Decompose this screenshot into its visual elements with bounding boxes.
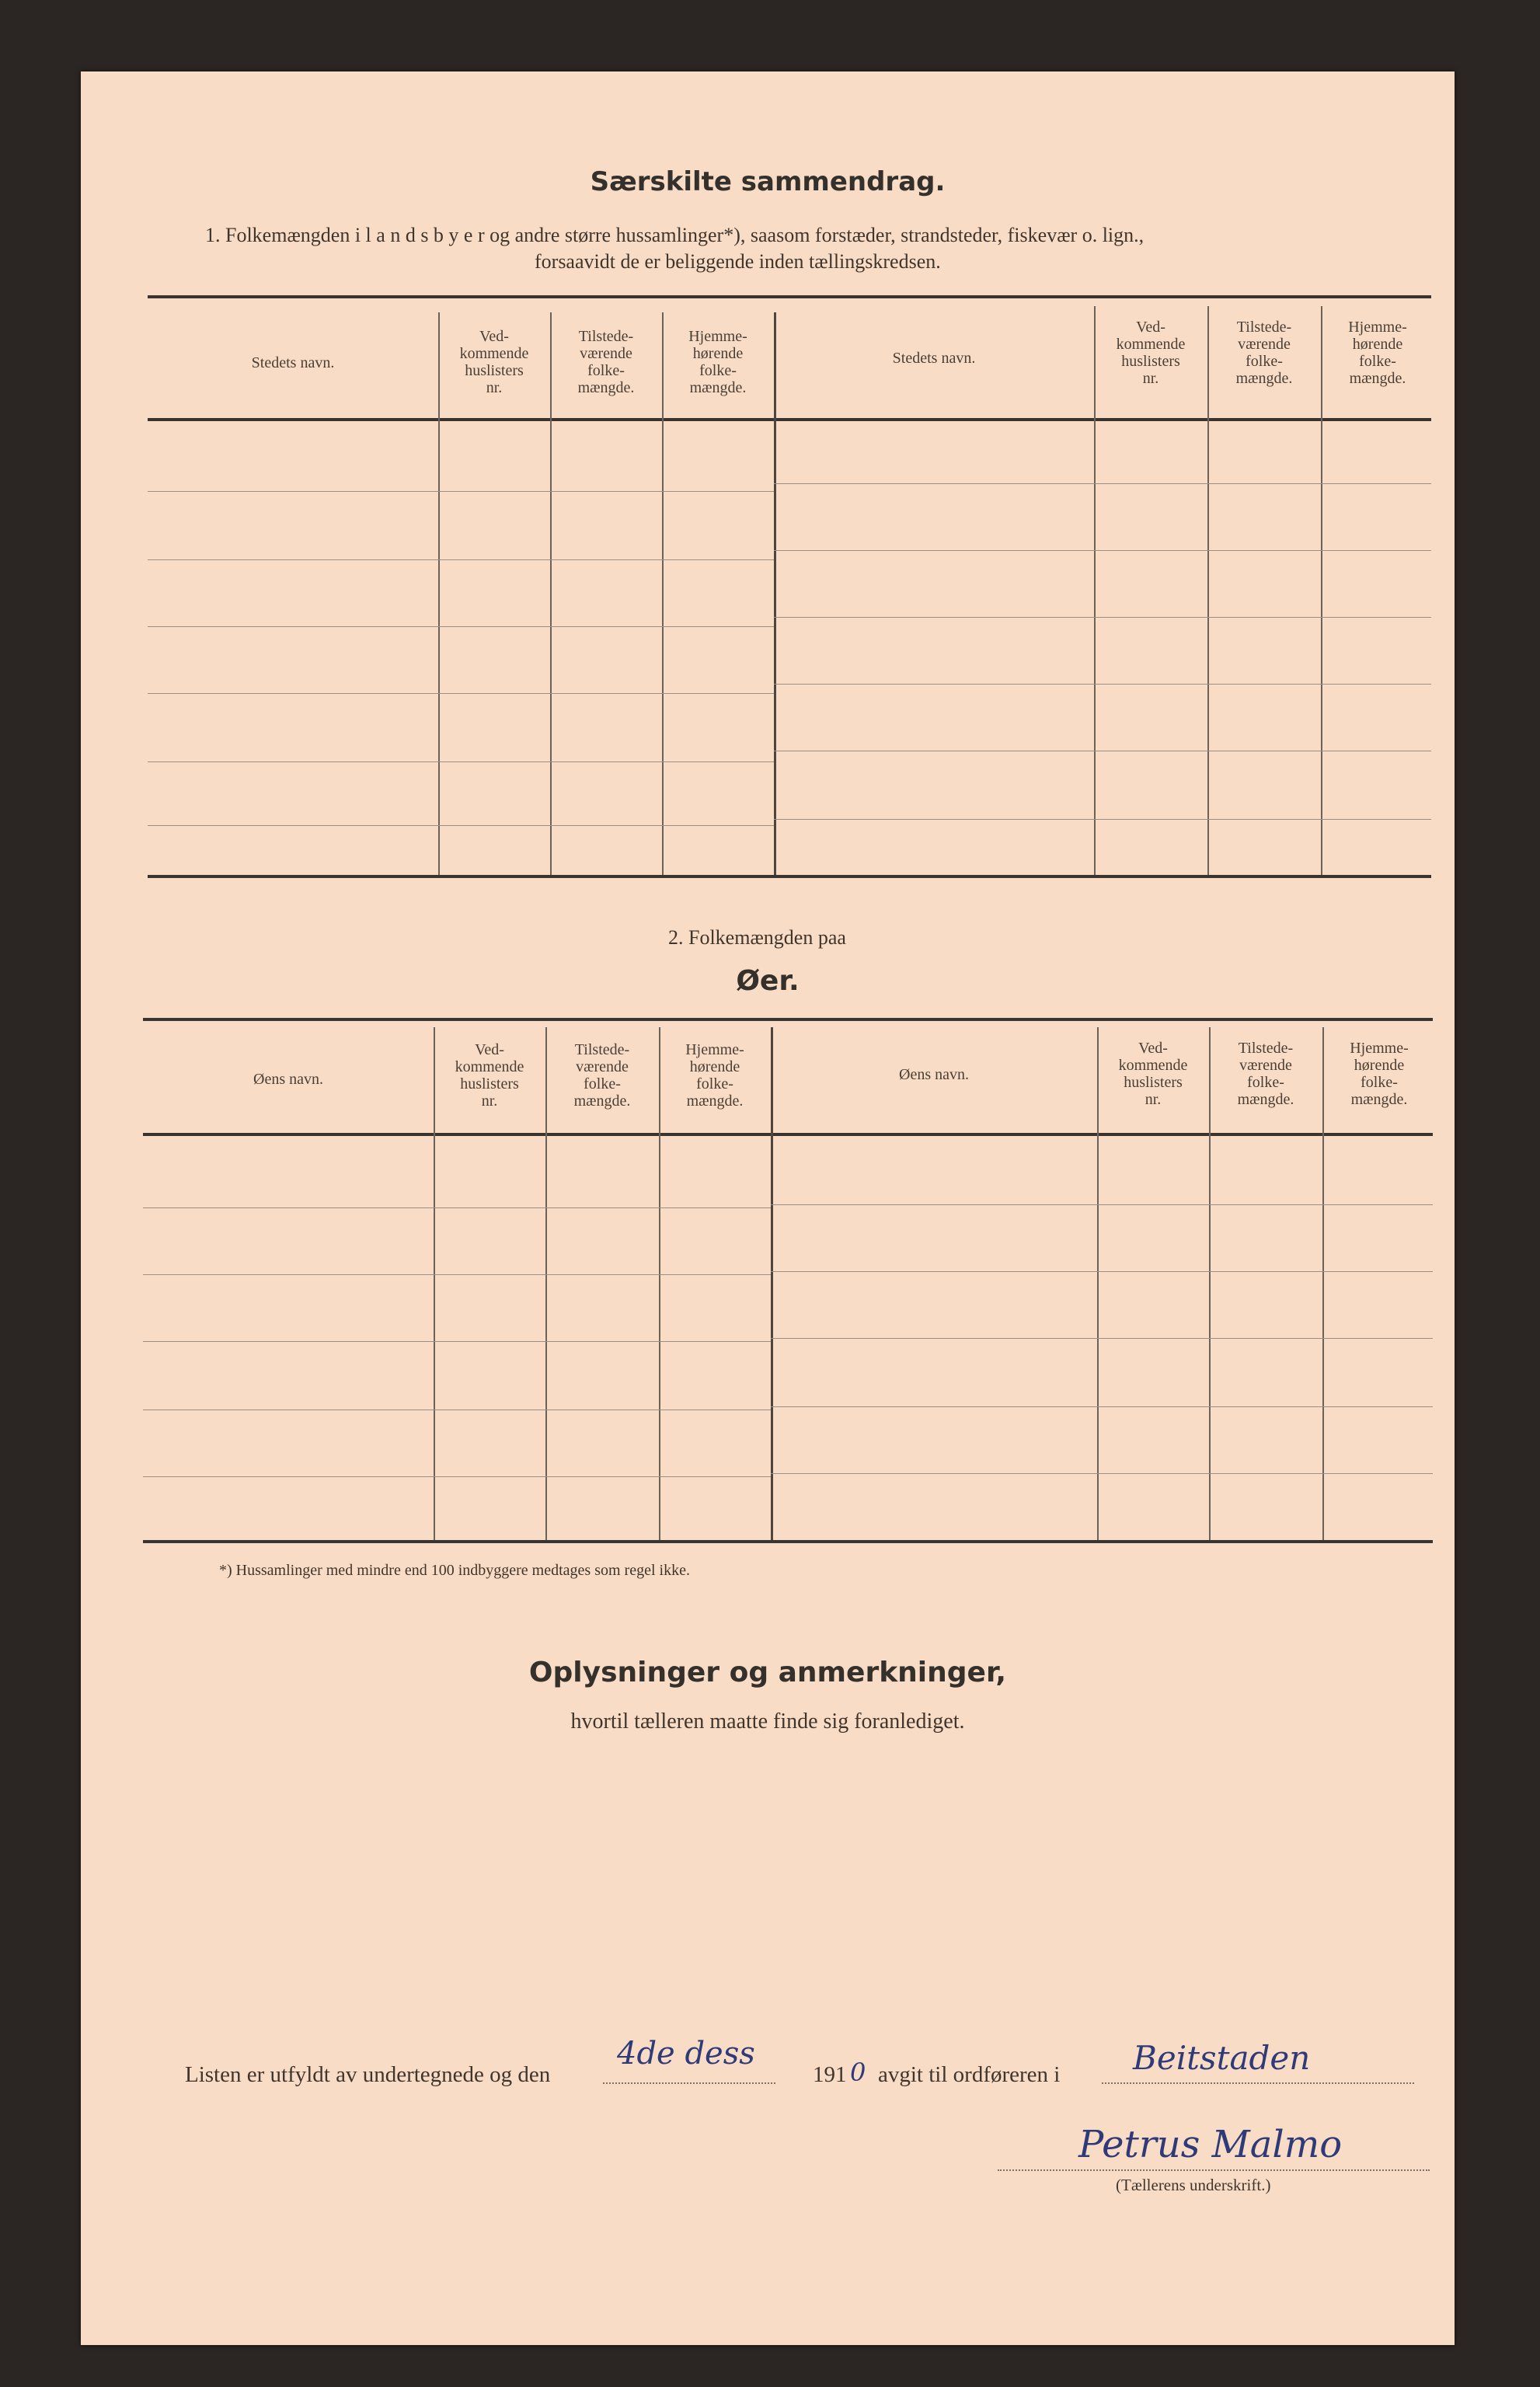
header-line: Tilstede- bbox=[1238, 1040, 1294, 1057]
table1-row-rule bbox=[774, 684, 1431, 685]
table1-header-resident-pop bbox=[662, 328, 774, 396]
section2-title: Øer. bbox=[736, 965, 800, 997]
header-line: mængde. bbox=[1237, 1091, 1294, 1108]
table2-header-list-number bbox=[1097, 1040, 1209, 1108]
table2-row-rule bbox=[143, 1207, 771, 1208]
table2-header-island-name: Øens navn. bbox=[253, 1071, 323, 1088]
table2-header-rule bbox=[143, 1133, 1433, 1136]
header-line: Hjemme- bbox=[1350, 1040, 1409, 1057]
header-line: nr. bbox=[1142, 370, 1159, 387]
table2-header-list-number bbox=[434, 1041, 545, 1110]
table1-row-rule bbox=[148, 825, 774, 826]
signer-fill-line bbox=[998, 2169, 1430, 2171]
signature-caption: (Tællerens underskrift.) bbox=[1116, 2176, 1271, 2194]
census-form-page bbox=[81, 71, 1455, 2345]
table1-header-resident-pop bbox=[1321, 319, 1434, 387]
table2-row-rule bbox=[143, 1274, 771, 1275]
header-line: mængde. bbox=[686, 1092, 744, 1110]
table2-row-rule bbox=[771, 1204, 1433, 1205]
table2-header-island-name: Øens navn. bbox=[899, 1066, 969, 1083]
header-line: Hjemme- bbox=[1348, 319, 1407, 336]
table1-bottom-rule bbox=[148, 875, 1431, 878]
header-line: mængde. bbox=[1350, 1091, 1408, 1108]
header-line: Ved- bbox=[1138, 1040, 1168, 1057]
date-fill-line bbox=[603, 2082, 775, 2084]
header-line: Ved- bbox=[479, 328, 509, 345]
header-line: folke- bbox=[696, 1075, 733, 1092]
table1-center-divider bbox=[774, 312, 776, 875]
header-line: værende bbox=[576, 1058, 629, 1075]
header-line: værende bbox=[1239, 1057, 1292, 1074]
header-line: Tilstede- bbox=[578, 328, 634, 345]
remarks-subtitle: hvortil tælleren maatte finde sig foranlediget. bbox=[570, 1709, 965, 1734]
table1-header-present-pop bbox=[1207, 319, 1321, 387]
table1-header-place-name: Stedets navn. bbox=[251, 354, 335, 371]
year-prefix: 191 bbox=[813, 2062, 847, 2087]
table2-row-rule bbox=[143, 1476, 771, 1477]
table1-row-rule bbox=[774, 819, 1431, 820]
table1-row-rule bbox=[148, 761, 774, 762]
header-line: mængde. bbox=[1349, 370, 1406, 387]
table1-row-rule bbox=[148, 626, 774, 627]
header-line: hørende bbox=[1354, 1057, 1405, 1074]
signature-text-part1: Listen er utfyldt av undertegnede og den bbox=[185, 2062, 551, 2087]
header-line: huslisters bbox=[460, 1075, 519, 1092]
handwritten-year-digit: 0 bbox=[850, 2058, 866, 2087]
table1-top-rule bbox=[148, 295, 1431, 298]
table1-row-rule bbox=[148, 491, 774, 492]
table2-header-present-pop bbox=[545, 1041, 659, 1110]
header-line: folke- bbox=[1361, 1074, 1398, 1091]
table1-row-rule bbox=[148, 693, 774, 694]
header-line: mængde. bbox=[1235, 370, 1293, 387]
table1-header-list-number bbox=[438, 328, 550, 396]
header-line: nr. bbox=[1145, 1091, 1162, 1108]
table1-row-rule bbox=[774, 483, 1431, 484]
header-line: Tilstede- bbox=[1236, 319, 1292, 336]
table2-header-resident-pop bbox=[1322, 1040, 1436, 1108]
header-line: nr. bbox=[486, 379, 503, 396]
header-line: værende bbox=[1238, 336, 1291, 353]
table1-col-divider bbox=[1207, 306, 1209, 875]
header-line: mængde. bbox=[689, 379, 747, 396]
table2-header-present-pop bbox=[1209, 1040, 1322, 1108]
table1-row-rule bbox=[148, 559, 774, 560]
page-heading: Særskilte sammendrag. bbox=[590, 166, 946, 197]
header-line: hørende bbox=[689, 1058, 740, 1075]
table2-row-rule bbox=[143, 1341, 771, 1342]
header-line: folke- bbox=[1359, 353, 1396, 370]
table1-col-divider bbox=[438, 312, 440, 875]
header-line: Tilstede- bbox=[574, 1041, 630, 1058]
signature-text-part2: avgit til ordføreren i bbox=[878, 2062, 1061, 2087]
header-line: kommende bbox=[1118, 1057, 1188, 1074]
header-line: folke- bbox=[1246, 353, 1283, 370]
table1-row-rule bbox=[774, 550, 1431, 551]
header-line: hørende bbox=[1352, 336, 1403, 353]
header-line: hørende bbox=[692, 345, 744, 362]
table1-row-rule bbox=[774, 617, 1431, 618]
header-line: Hjemme- bbox=[688, 328, 747, 345]
table1-col-divider bbox=[550, 312, 552, 875]
header-line: Ved- bbox=[475, 1041, 504, 1058]
table1-header-rule bbox=[148, 418, 1431, 421]
header-line: kommende bbox=[1116, 336, 1186, 353]
handwritten-date: 4de dess bbox=[617, 2036, 755, 2072]
table1-col-divider bbox=[662, 312, 664, 875]
table1-header-place-name: Stedets navn. bbox=[892, 350, 976, 367]
header-line: folke- bbox=[584, 1075, 621, 1092]
table2-row-rule bbox=[771, 1271, 1433, 1272]
header-line: Ved- bbox=[1136, 319, 1165, 336]
table2-header-resident-pop bbox=[659, 1041, 771, 1110]
remarks-title: Oplysninger og anmerkninger, bbox=[528, 1657, 1007, 1688]
table2-row-rule bbox=[771, 1406, 1433, 1407]
header-line: folke- bbox=[587, 362, 625, 379]
header-line: kommende bbox=[459, 345, 529, 362]
table2-top-rule bbox=[143, 1018, 1433, 1021]
footnote: *) Hussamlinger med mindre end 100 indbyggere medtages som regel ikke. bbox=[219, 1562, 690, 1579]
header-line: kommende bbox=[455, 1058, 524, 1075]
section1-text-line1: 1. Folkemængden i l a n d s b y e r og andre større hussamlinger*), saasom forstæder, strandsteder, fiskevær o. lign., bbox=[205, 224, 1145, 246]
handwritten-place: Beitstaden bbox=[1133, 2039, 1311, 2077]
table2-center-divider bbox=[771, 1027, 773, 1540]
handwritten-signature: Petrus Malmo bbox=[1078, 2123, 1343, 2166]
header-line: huslisters bbox=[1124, 1074, 1183, 1091]
table2-bottom-rule bbox=[143, 1540, 1433, 1543]
header-line: mængde. bbox=[577, 379, 635, 396]
table1-header-list-number bbox=[1094, 319, 1207, 387]
section2-text: 2. Folkemængden paa bbox=[668, 926, 846, 949]
section1-text-line2: forsaavidt de er beliggende inden tællingskredsen. bbox=[535, 250, 941, 273]
header-line: huslisters bbox=[465, 362, 524, 379]
header-line: huslisters bbox=[1121, 353, 1180, 370]
header-line: Hjemme- bbox=[685, 1041, 744, 1058]
place-fill-line bbox=[1102, 2082, 1414, 2084]
table1-header-present-pop bbox=[550, 328, 662, 396]
table2-row-rule bbox=[771, 1473, 1433, 1474]
header-line: mængde. bbox=[573, 1092, 631, 1110]
header-line: nr. bbox=[481, 1092, 498, 1110]
header-line: værende bbox=[580, 345, 632, 362]
header-line: folke- bbox=[1247, 1074, 1284, 1091]
table1-col-divider bbox=[1094, 306, 1096, 875]
header-line: folke- bbox=[699, 362, 737, 379]
table2-row-rule bbox=[771, 1338, 1433, 1339]
table1-col-divider bbox=[1321, 306, 1322, 875]
